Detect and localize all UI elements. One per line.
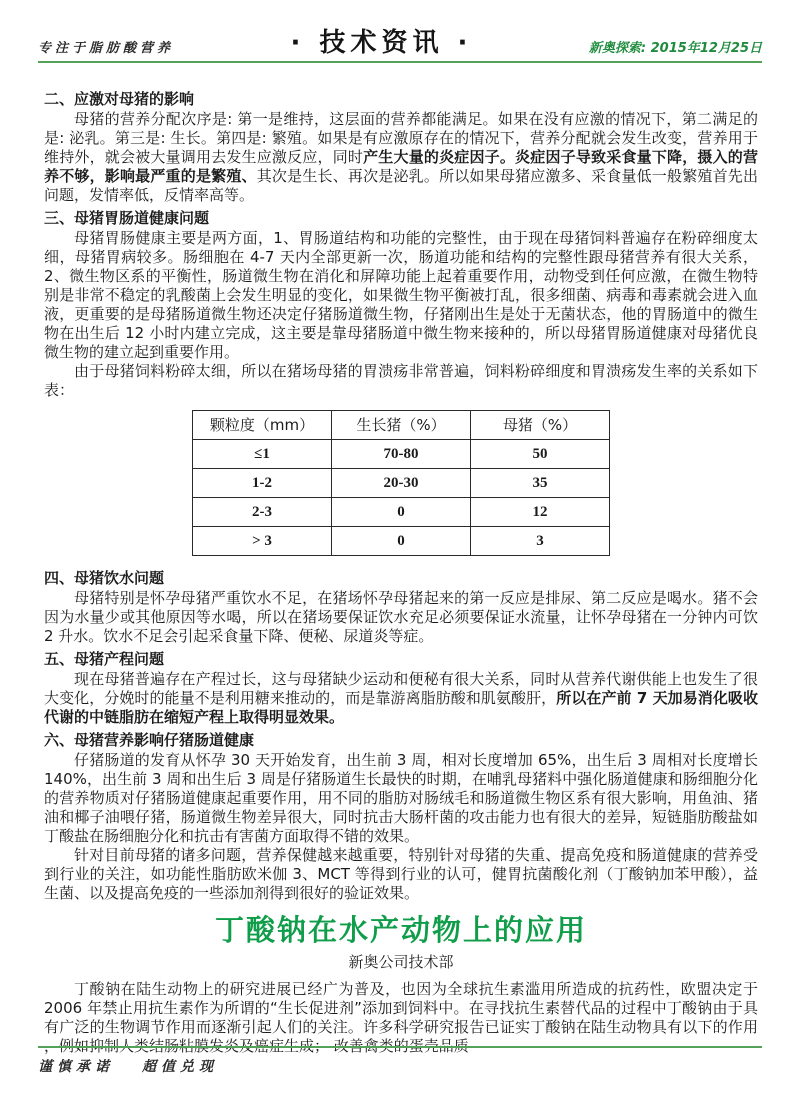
body-paragraph: [44, 846, 758, 903]
bold-run: 所以在产前 7 天加易消化吸收代谢的中链脂肪在缩短产程上取得明显效果。: [44, 689, 758, 726]
text-run: 仔猪肠道的发育从怀孕 30 天开始发育，出生前 3 周，相对长度增加 65%，出生后 3 周相对长度增长 140%，出生前 3 周和出生后 3 周是仔猪肠道生长最快的时期，在哺乳母猪料中强化肠道健康和肠细胞分化的营养物质对仔猪肠道健康起重要作用，用不同的脂肪对肠绒毛和肠道微生物区系有很大影响，用鱼油、猪油和椰子油喂仔猪，肠道微生物差异很大，同时抗击大肠杆菌的攻击能力也有很大的差异，短链脂肪酸盐如丁酸盐在肠细胞分化和抗击有害菌方面取得不错的效果。: [44, 751, 758, 845]
table-cell: 0: [332, 498, 471, 527]
footer-slogan-part1: 谨慎承诺: [38, 1059, 114, 1075]
table-row: [193, 440, 610, 469]
header-issue-date: 新奥探索: 2015年12月25日: [588, 41, 762, 56]
table-cell: ≤1: [193, 440, 332, 469]
table-header-cell: 颗粒度（mm）: [193, 411, 332, 440]
footer-slogan-part2: 超值兑现: [142, 1059, 218, 1075]
header-motto: 专注于脂肪酸营养: [38, 41, 175, 56]
table-cell: 20-30: [332, 469, 471, 498]
section-heading: 二、应激对母猪的影响: [44, 90, 195, 108]
table-cell: 1-2: [193, 469, 332, 498]
table-header-row: [193, 411, 610, 440]
text-run: 母猪的营养分配次序是: 第一是维持，这层面的营养都能满足。如果在没有应激的情况下，第二满足的是: 泌乳。第三是: 生长。第四是: 繁殖。如果是有应激原存在的情况下，营养分配就会发生改变，营养用于维持外，就会被大量调用去发生应激反应，同时: [44, 110, 758, 166]
text-run: 其次是生长、再次是泌乳。所以如果母猪应激多、采食量低一般繁殖首先出问题，发情率低，反情率高等。: [44, 167, 758, 204]
body-paragraph: [44, 589, 758, 646]
granularity-table: [192, 410, 610, 556]
table-head: [193, 411, 610, 440]
section-heading: 五、母猪产程问题: [44, 650, 165, 668]
section-heading: 六、母猪营养影响仔猪肠道健康: [44, 731, 255, 749]
table-cell: 70-80: [332, 440, 471, 469]
table-cell: > 3: [193, 527, 332, 556]
text-run: 针对目前母猪的诸多问题，营养保健越来越重要，特别针对母猪的失重、提高免疫和肠道健康的营养受到行业的关注，如功能性脂肪欧米伽 3、MCT 等得到行业的认可，健胃抗菌酸化剂（丁酸钠加苯甲酸），益生菌、以及提高免疫的一些添加剂得到很好的验证效果。: [44, 846, 758, 902]
table-cell: 2-3: [193, 498, 332, 527]
table-row: [193, 498, 610, 527]
bold-run: 产生大量的炎症因子。炎症因子导致采食量下降，摄入的营养不够，影响最严重的是繁殖、: [44, 148, 758, 185]
footer-slogan: [38, 1059, 218, 1075]
article2-title: 丁酸钠在水产动物上的应用: [214, 913, 587, 947]
text-run: 由于母猪饲料粉碎太细，所以在猪场母猪的胃溃疡非常普遍，饲料粉碎细度和胃溃疡发生率的关系如下表：: [44, 362, 758, 399]
body-paragraph: [44, 229, 758, 362]
table-cell: 3: [471, 527, 610, 556]
table-row: [193, 469, 610, 498]
section-heading: 四、母猪饮水问题: [44, 569, 165, 587]
body-paragraph: [44, 362, 758, 400]
article2-byline: 新奥公司技术部: [348, 953, 454, 971]
page-header: [38, 30, 762, 63]
body-paragraph: [44, 110, 758, 205]
table-row: [193, 527, 610, 556]
table-cell: 50: [471, 440, 610, 469]
table-cell: 0: [332, 527, 471, 556]
body-paragraph: [44, 670, 758, 727]
article-body: [44, 86, 758, 1056]
text-run: 母猪胃肠健康主要是两方面，1、胃肠道结构和功能的完整性，由于现在母猪饲料普遍存在粉碎细度太细，母猪胃病较多。肠细胞在 4-7 天内全部更新一次，肠道功能和结构的完整性跟母猪营养有很大关系，2、微生物区系的平衡性，肠道微生物在消化和屏障功能上起着重要作用，动物受到任何应激，在微生物特别是非常不稳定的乳酸菌上会发生明显的变化，如果微生物平衡被打乱，很多细菌、病毒和毒素就会进入血液，更重要的是母猪肠道微生物还决定仔猪肠道微生物，仔猪刚出生是处于无菌状态，他的胃肠道中的微生物在出生后 12 小时内建立完成，这主要是靠母猪肠道中微生物来接种的，所以母猪胃肠道健康对母猪优良微生物的建立起到重要作用。: [44, 229, 758, 361]
text-run: 母猪特别是怀孕母猪严重饮水不足，在猪场怀孕母猪起来的第一反应是排尿、第二反应是喝水。猪不会因为水量少或其他原因等水喝，所以在猪场要保证饮水充足必须要保证水流量，让怀孕母猪在一分钟内可饮 2 升水。饮水不足会引起采食量下降、便秘、尿道炎等症。: [44, 589, 758, 645]
body-paragraph: [44, 751, 758, 846]
table-cell: 12: [471, 498, 610, 527]
table-header-cell: 生长猪（%）: [332, 411, 471, 440]
page-footer: [38, 1046, 762, 1076]
page-title: · 技术资讯 ·: [290, 28, 473, 58]
table-body: [193, 440, 610, 556]
body-paragraph: [44, 980, 758, 1056]
section-heading: 三、母猪胃肠道健康问题: [44, 209, 210, 227]
table-cell: 35: [471, 469, 610, 498]
table-header-cell: 母猪（%）: [471, 411, 610, 440]
text-run: 丁酸钠在陆生动物上的研究进展已经广为普及，也因为全球抗生素滥用所造成的抗药性，欧盟决定于 2006 年禁止用抗生素作为所谓的“生长促进剂”添加到饲料中。在寻找抗生素替代品的过程中丁酸钠由于具有广泛的生物调节作用而逐渐引起人们的关注。许多科学研究报告已证实丁酸钠在陆生动物具有以下的作用 ，例如抑制人类结肠粘膜发炎及癌症生成； 改善禽类的蛋壳品质: [44, 980, 758, 1055]
text-run: 现在母猪普遍存在产程过长，这与母猪缺少运动和便秘有很大关系，同时从营养代谢供能上也发生了很大变化，分娩时的能量不是利用糖来推动的，而是靠游离脂肪酸和肌氨酸肝，: [44, 670, 758, 707]
